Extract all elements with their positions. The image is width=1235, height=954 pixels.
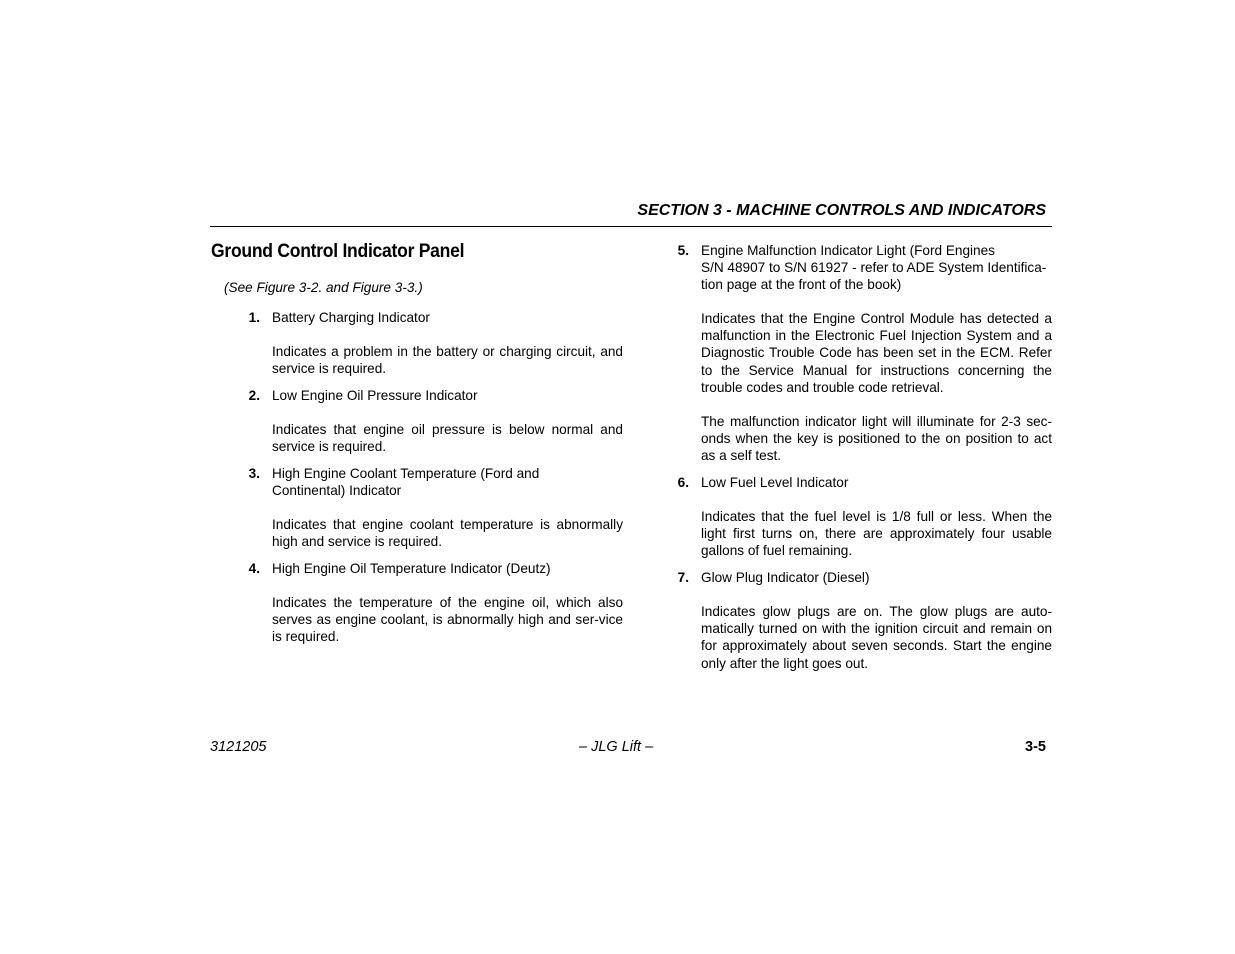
item-number: 2. [248,388,260,403]
item-title-line3: tion page at the front of the book) [701,277,902,292]
list-item-3 [240,465,623,555]
item-number: 6. [677,475,689,490]
item-description: Indicates that engine coolant temperature is abnormally high and service is required. [272,517,623,550]
list-item-4 [240,560,623,650]
list-item-7 [669,569,1052,674]
item-description: Indicates glow plugs are on. The glow plugs are auto-matically turned on with the ignition circuit and remain on for approximately about seven seconds. Start the engine only after the light goes out. [701,604,1052,671]
list-item-1 [240,309,623,379]
item-number: 7. [677,570,689,585]
item-description-2: The malfunction indicator light will illuminate for 2-3 sec-onds when the key is positioned to the on position to act as a self test. [701,414,1052,464]
item-number: 4. [248,561,260,576]
item-title-line2: S/N 48907 to S/N 61927 - refer to ADE System Identifica- [701,260,1047,275]
item-number: 5. [677,243,689,258]
item-description: Indicates that the Engine Control Module has detected a malfunction in the Electronic Fuel Injection System and a Diagnostic Trouble Code has been set in the ECM. Refer to the Service Manual for instructions concerning the trouble codes and trouble code retrieval. [701,311,1052,395]
item-description: Indicates a problem in the battery or charging circuit, and service is required. [272,344,623,377]
list-item-6 [669,474,1052,564]
item-number: 1. [248,310,260,325]
item-number: 3. [248,466,260,481]
list-item-2 [240,387,623,457]
item-title: Battery Charging Indicator [272,310,430,325]
item-title: Glow Plug Indicator (Diesel) [701,570,870,585]
page-number: 3-5 [1025,739,1046,755]
document-number: 3121205 [210,739,267,755]
item-title: Low Fuel Level Indicator [701,475,849,490]
footer-brand: – JLG Lift – [579,739,654,755]
item-title: Low Engine Oil Pressure Indicator [272,388,478,403]
item-title: High Engine Oil Temperature Indicator (Deutz) [272,561,551,576]
header-divider [210,226,1052,227]
section-header: SECTION 3 - MACHINE CONTROLS AND INDICATORS [637,202,1046,219]
figure-reference: (See Figure 3-2. and Figure 3-3.) [224,280,423,295]
page-title: Ground Control Indicator Panel [211,240,465,262]
item-description: Indicates that engine oil pressure is below normal and service is required. [272,422,623,455]
item-title-line1: High Engine Coolant Temperature (Ford and [272,466,540,481]
item-description: Indicates that the fuel level is 1/8 full or less. When the light first turns on, there are approximately four usable gallons of fuel remaining. [701,509,1052,559]
item-title-line2: Continental) Indicator [272,483,402,498]
list-item-5 [669,242,1052,467]
item-description: Indicates the temperature of the engine oil, which also serves as engine coolant, is abnormally high and ser-vice is required. [272,595,623,645]
item-title-line1: Engine Malfunction Indicator Light (Ford Engines [701,243,995,258]
